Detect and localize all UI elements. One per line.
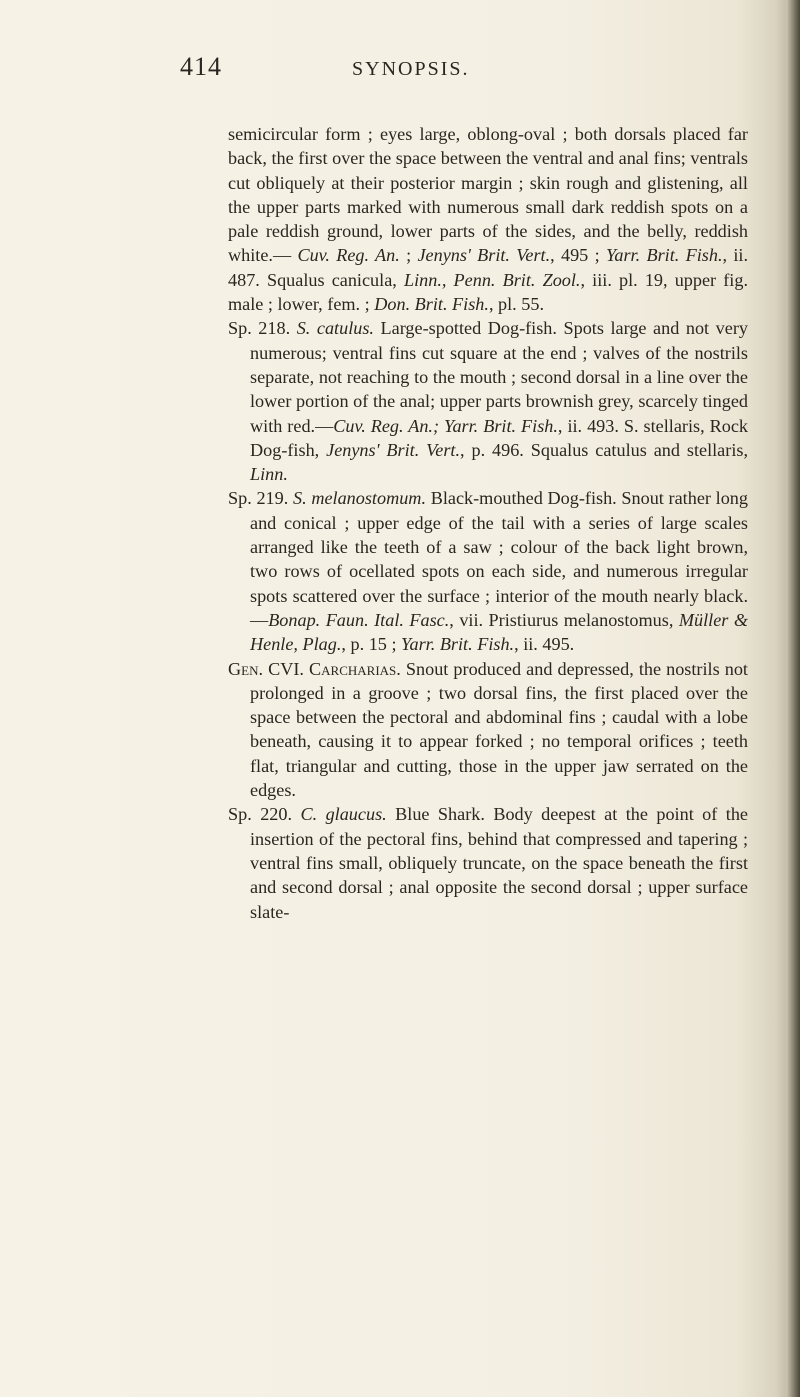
text-segment: Linn. <box>250 464 288 485</box>
text-segment: , pl. 55. <box>488 294 545 315</box>
text-segment: , iii. pl. 19, upper fig. male ; lower, fem. ; <box>228 269 749 315</box>
paragraph-sp-220 <box>228 802 748 923</box>
paragraph-gen-cvi <box>228 657 748 803</box>
text-segment: Linn., Penn. Brit. Zool. <box>403 269 581 290</box>
paragraph-sp-218 <box>228 316 748 486</box>
text-segment: Müller & Henle, Plag. <box>250 609 748 655</box>
text-segment: , ii. 495. <box>514 634 575 655</box>
text-segment: Sp. 220. <box>228 804 301 825</box>
text-segment: Blue Shark. Body deepest at the point of the insertion of the pectoral fins, behind that compressed and tapering ; ventral fins small, obliquely truncate, on the space beneath the first and second dorsal ; anal opposite the second dorsal ; upper surface slate- <box>250 804 748 922</box>
text-segment: Yarr. Brit. Fish. <box>605 245 723 266</box>
text-segment: Jenyns' Brit. Vert. <box>417 245 551 266</box>
text-segment: Cuv. Reg. An. <box>297 245 400 266</box>
text-segment: , ii. 493. S. stellaris, Rock Dog-fish, <box>250 415 749 460</box>
text-segment: Jenyns' Brit. Vert. <box>326 439 461 460</box>
text-segment: , ii. 487. Squalus canicula, <box>228 245 749 290</box>
text-segment: Don. Brit. Fish. <box>374 294 489 315</box>
paragraph-continuation <box>228 122 748 316</box>
text-segment: Sp. 219. <box>228 488 293 509</box>
text-segment: Snout produced and depressed, the nostrils not prolonged in a groove ; two dorsal fins, the first placed over the space between the pectoral and abdominal fins ; caudal with a lobe beneath, causing it to appear forked ; no temporal orifices ; teeth flat, triangular and cutting, those in the upper jaw serrated on the edges. <box>250 658 748 801</box>
text-segment: C. glaucus. <box>300 804 387 825</box>
text-segment: Large-spotted Dog-fish. Spots large and not very numerous; ventral fins cut square at the end ; valves of the nostrils separate, not reaching to the mouth ; second dorsal in a line over the lower portion of the anal; upper parts brownish grey, scarcely tinged with red.— <box>250 318 748 436</box>
text-segment: Sp. 218. <box>228 318 297 339</box>
page-number: 414 <box>180 52 222 81</box>
page-header <box>0 52 800 92</box>
text-segment: semicircular form ; eyes large, oblong-oval ; both dorsals placed far back, the first over the space between the ventral and anal fins; ventrals cut obliquely at their posterior margin ; skin rough and glistening, all the upper parts marked with numerous small dark reddish spots on a pale reddish ground, lower parts of the sides, and the belly, reddish white.— <box>228 124 748 266</box>
text-segment: Gen. CVI. Carcharias. <box>228 658 401 679</box>
text-segment: Bonap. Faun. Ital. Fasc. <box>268 609 450 630</box>
text-segment: S. melanostomum. <box>292 488 426 509</box>
text-segment: , 495 ; <box>550 245 606 266</box>
paragraph-sp-219 <box>228 486 748 656</box>
text-segment: Cuv. Reg. An.; Yarr. Brit. Fish. <box>333 415 558 436</box>
text-segment: Yarr. Brit. Fish. <box>401 634 515 655</box>
body-text <box>228 122 748 924</box>
text-segment: , p. 496. Squalus catulus and stellaris, <box>460 439 748 460</box>
page-edge-shadow <box>786 0 800 1397</box>
text-segment: ; <box>399 245 418 266</box>
text-segment: S. catulus. <box>296 318 374 339</box>
running-head: SYNOPSIS. <box>352 58 470 80</box>
text-segment: , p. 15 ; <box>341 634 402 655</box>
text-segment: Black-mouthed Dog-fish. Snout rather long and conical ; upper edge of the tail with a series of large scales arranged like the teeth of a saw ; colour of the back light brown, two rows of ocellated spots on each side, and numerous irregular spots scattered over the surface ; interior of the mouth nearly black.— <box>250 488 748 630</box>
text-segment: , vii. Pristiurus melanostomus, <box>449 609 679 630</box>
